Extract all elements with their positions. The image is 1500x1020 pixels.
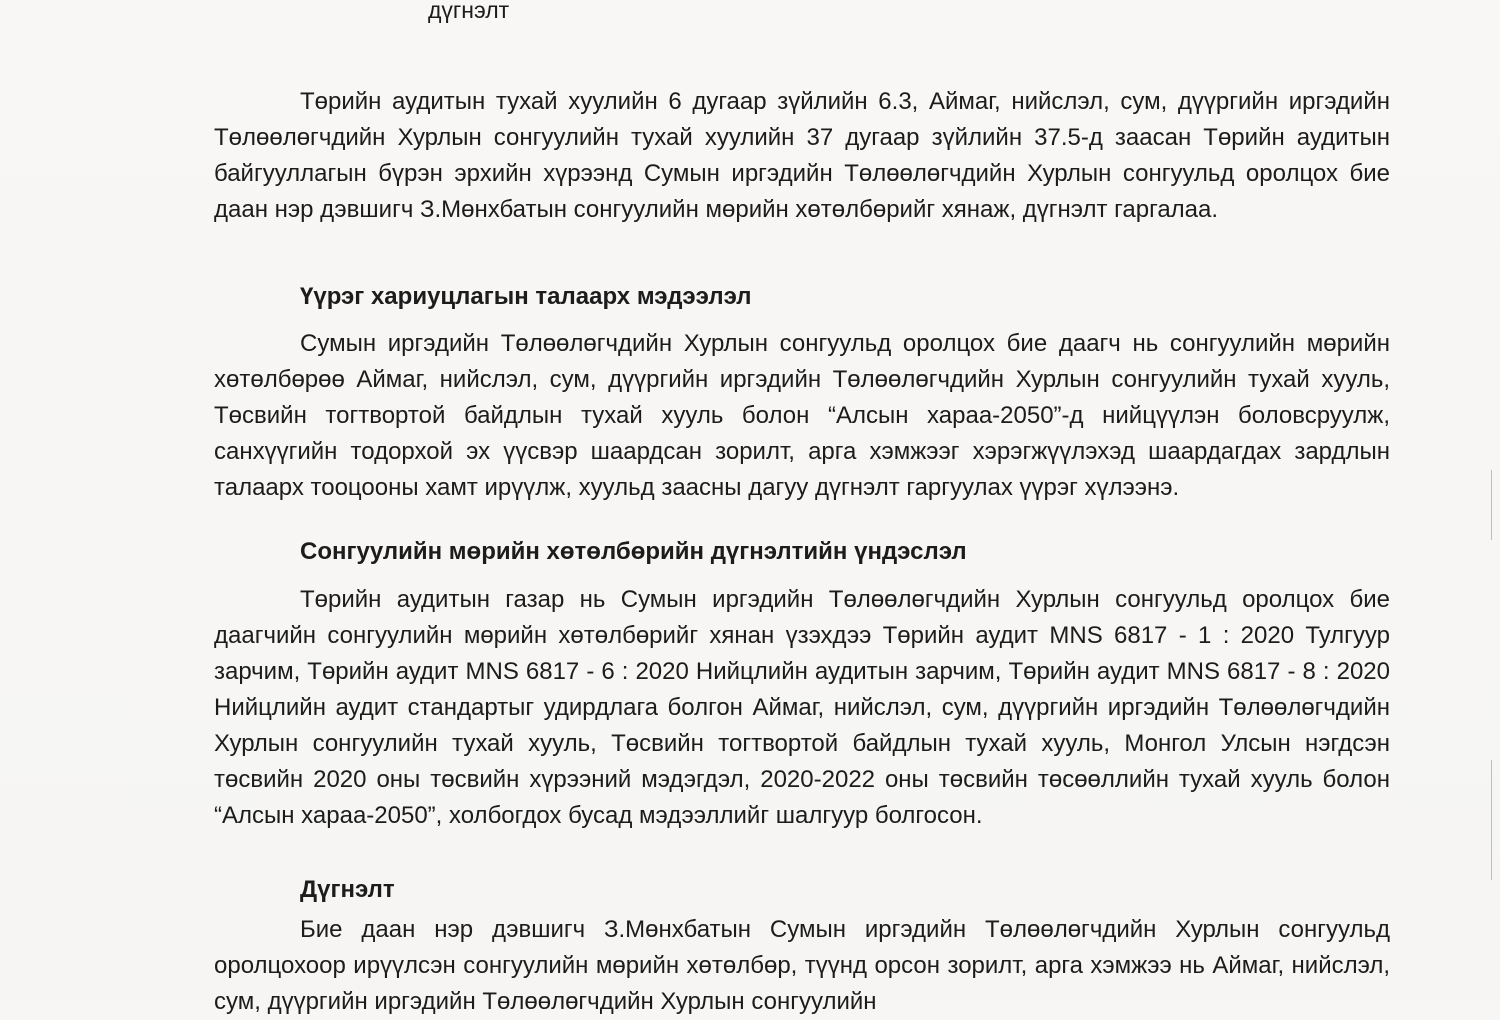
paragraph-conclusion: Бие даан нэр дэвшигч З.Мөнхбатын Сумын иргэдийн Төлөөлөгчдийн Хурлын сонгуульд оролцохоор ирүүлсэн сонгуулийн мөрийн хөтөлбөр, түүнд орсон зорилт, арга хэмжээ нь Аймаг, нийслэл, сум, дүүргийн иргэдийн Төлөөлөгчдийн Хурлын сонгуулийн — [214, 916, 1390, 1015]
heading-responsibility: Үүрэг хариуцлагын талаарх мэдээлэл — [300, 283, 752, 310]
scan-margin-mark — [1491, 470, 1492, 540]
paragraph-basis: Төрийн аудитын газар нь Сумын иргэдийн Төлөөлөгчдийн Хурлын сонгуульд оролцох бие даагчийн сонгуулийн мөрийн хөтөлбөрийг хянан үзэхдээ Төрийн аудит MNS 6817 - 1 : 2020 Тулгуур зарчим, Төрийн аудит MNS 6817 - 6 : 2020 Нийцлийн аудитын зарчим, Төрийн аудит MNS 6817 - 8 : 2020 Нийцлийн аудит стандартыг удирдлага болгон Аймаг, нийслэл, сум, дүүргийн иргэдийн Төлөөлөгчдийн Хурлын сонгуулийн тухай хууль, Төсвийн тогтвортой байдлын тухай хууль, Монгол Улсын нэгдсэн төсвийн 2020 оны төсвийн хүрээний мэдэгдэл, 2020-2022 оны төсвийн төсөөллийн тухай хууль болон “Алсын хараа-2050”, холбогдох бусад мэдээллийг шалгуур болгосон. — [214, 586, 1390, 829]
scan-margin-mark — [1491, 760, 1492, 880]
paragraph-legal-basis: Төрийн аудитын тухай хуулийн 6 дугаар зүйлийн 6.3, Аймаг, нийслэл, сум, дүүргийн иргэдийн Төлөөлөгчдийн Хурлын сонгуулийн тухай хуулийн 37 дугаар зүйлийн 37.5-д заасан Төрийн аудитын байгууллагын бүрэн эрхийн хүрээнд Сумын иргэдийн Төлөөлөгчдийн Хурлын сонгуульд оролцох бие даан нэр дэвшигч З.Мөнхбатын сонгуулийн мөрийн хөтөлбөрийг хянаж, дүгнэлт гаргалаа. — [214, 88, 1390, 223]
heading-conclusion: Дүгнэлт — [300, 876, 395, 903]
heading-basis: Сонгуулийн мөрийн хөтөлбөрийн дүгнэлтийн үндэслэл — [300, 538, 967, 565]
paragraph-responsibility: Сумын иргэдийн Төлөөлөгчдийн Хурлын сонгуульд оролцох бие даагч нь сонгуулийн мөрийн хөтөлбөрөө Аймаг, нийслэл, сум, дүүргийн иргэдийн Төлөөлөгчдийн Хурлын сонгуулийн тухай хууль, Төсвийн тогтвортой байдлын тухай хууль болон “Алсын хараа-2050”-д нийцүүлэн боловсруулж, санхүүгийн тодорхой эх үүсвэр шаардсан зорилт, арга хэмжээг хэрэгжүүлэхэд шаардагдах зардлын талаарх тооцооны хамт ирүүлж, хуульд заасны дагуу дүгнэлт гаргуулах үүрэг хүлээнэ. — [214, 330, 1390, 501]
top-fragment-text: дүгнэлт — [428, 0, 510, 23]
